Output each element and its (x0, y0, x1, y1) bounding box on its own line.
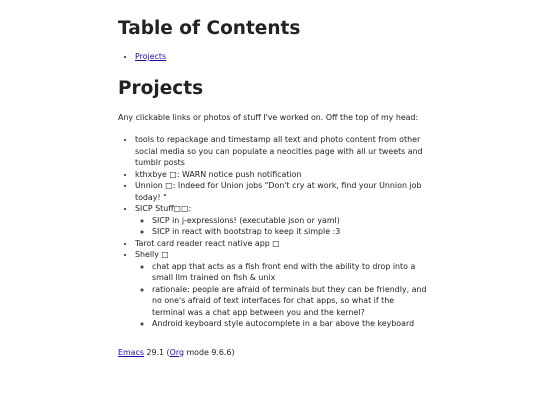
subproject-item: ◦ SICP in j-expressions! (executable json or yaml) (152, 215, 428, 227)
project-sublist (135, 261, 428, 330)
project-item (135, 203, 428, 238)
project-item: • Unnion □: Indeed for Union jobs "Don't cry at work, find your Unnion job today! " (135, 180, 428, 203)
project-item: • kthxbye □: WARN notice push notification (135, 169, 428, 181)
subproject-item: ◦ rationale: people are afraid of terminals but they can be friendly, and no one's afraid of text interfaces for chat apps, so what if the terminal was a chat app between you and the kernel? (152, 284, 428, 319)
project-item: • Tarot card reader react native app □ (135, 238, 428, 250)
subproject-item: ◦ SICP in react with bootstrap to keep it simple :3 (152, 226, 428, 238)
projects-list (118, 134, 428, 330)
project-item-label: Shelly □ (135, 250, 169, 259)
toc-link-projects[interactable]: Projects (135, 52, 167, 61)
emacs-version: 29.1 ( (143, 347, 170, 357)
subproject-item: ◦ Android keyboard style autocomplete in a bar above the keyboard (152, 318, 428, 330)
postamble (118, 347, 428, 359)
toc-list (118, 51, 428, 63)
toc-item (135, 51, 428, 63)
project-item (135, 249, 428, 330)
projects-intro: Any clickable links or photos of stuff I've worked on. Off the top of my head: (118, 112, 419, 122)
subproject-item: ◦ chat app that acts as a fish front end with the ability to drop into a small llm trained on fish & unix (152, 261, 428, 284)
project-sublist (135, 215, 428, 238)
org-link[interactable]: Org (169, 347, 184, 357)
project-item-label: SICP Stuff□□: (135, 204, 192, 213)
org-version: mode 9.6.6) (183, 347, 235, 357)
toc-heading: Table of Contents (118, 18, 301, 39)
emacs-link[interactable]: Emacs (118, 347, 144, 357)
document-content (118, 14, 428, 358)
project-item: • tools to repackage and timestamp all text and photo content from other social media so you can populate a neocities page with all ur tweets and tumblr posts (135, 134, 428, 169)
projects-heading: Projects (118, 77, 204, 99)
